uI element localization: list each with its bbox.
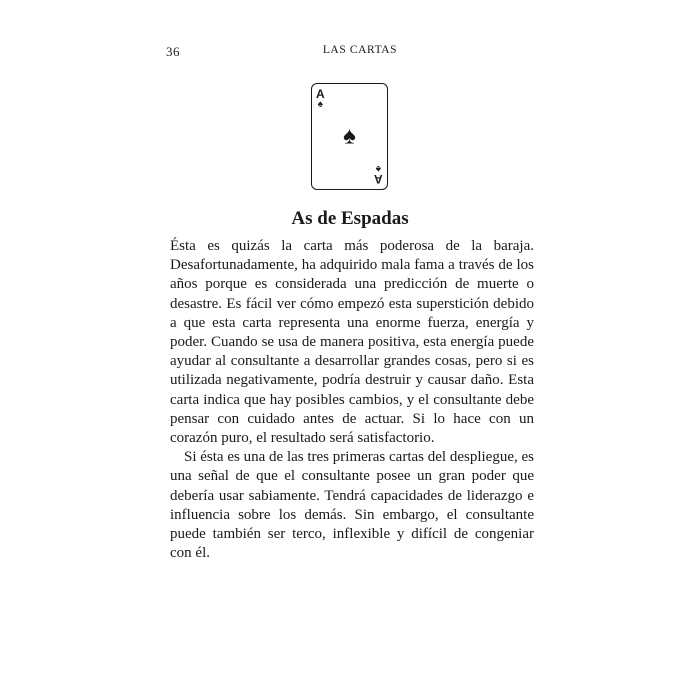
ace-of-spades-card <box>311 83 388 190</box>
body-text <box>170 237 534 563</box>
paragraph: Si ésta es una de las tres primeras cartas del despliegue, es una señal de que el consultante posee un gran poder que debería usar sabiamente. Tendrá capacidades de liderazgo e influencia sobre los demás. Sin embargo, el consultante puede también ser terco, inflexible y difícil de congeniar con él. <box>170 449 534 562</box>
card-rank: A <box>316 87 325 101</box>
paragraph: Ésta es quizás la carta más poderosa de la baraja. Desafortunadamente, ha adquirido mala fama a través de los años porque es considerada una predicción de muerte o desastre. Es fácil ver cómo empezó esta superstición debido a que esta carta representa una enorme fuerza, energía y poder. Cuando se usa de manera positiva, esta energía puede ayudar al consultante a desarrollar grandes cosas, pero si es utilizada negativamente, podría destruir y causar daño. Esta carta indica que hay posibles cambios, y el consultante debe pensar con cuidado antes de actuar. Si lo hace con un corazón puro, el resultado será satisfactorio. <box>170 238 534 447</box>
spade-icon: ♠ <box>317 99 323 110</box>
spade-icon: ♠ <box>343 123 356 150</box>
section-title: As de Espadas <box>291 208 409 229</box>
card-corner-top-left <box>316 88 325 110</box>
card-corner-bottom-right <box>374 163 383 185</box>
spade-icon: ♠ <box>376 163 382 174</box>
page-number: 36 <box>166 44 180 59</box>
card-rank: A <box>374 172 383 186</box>
running-head: LAS CARTAS <box>322 44 398 56</box>
